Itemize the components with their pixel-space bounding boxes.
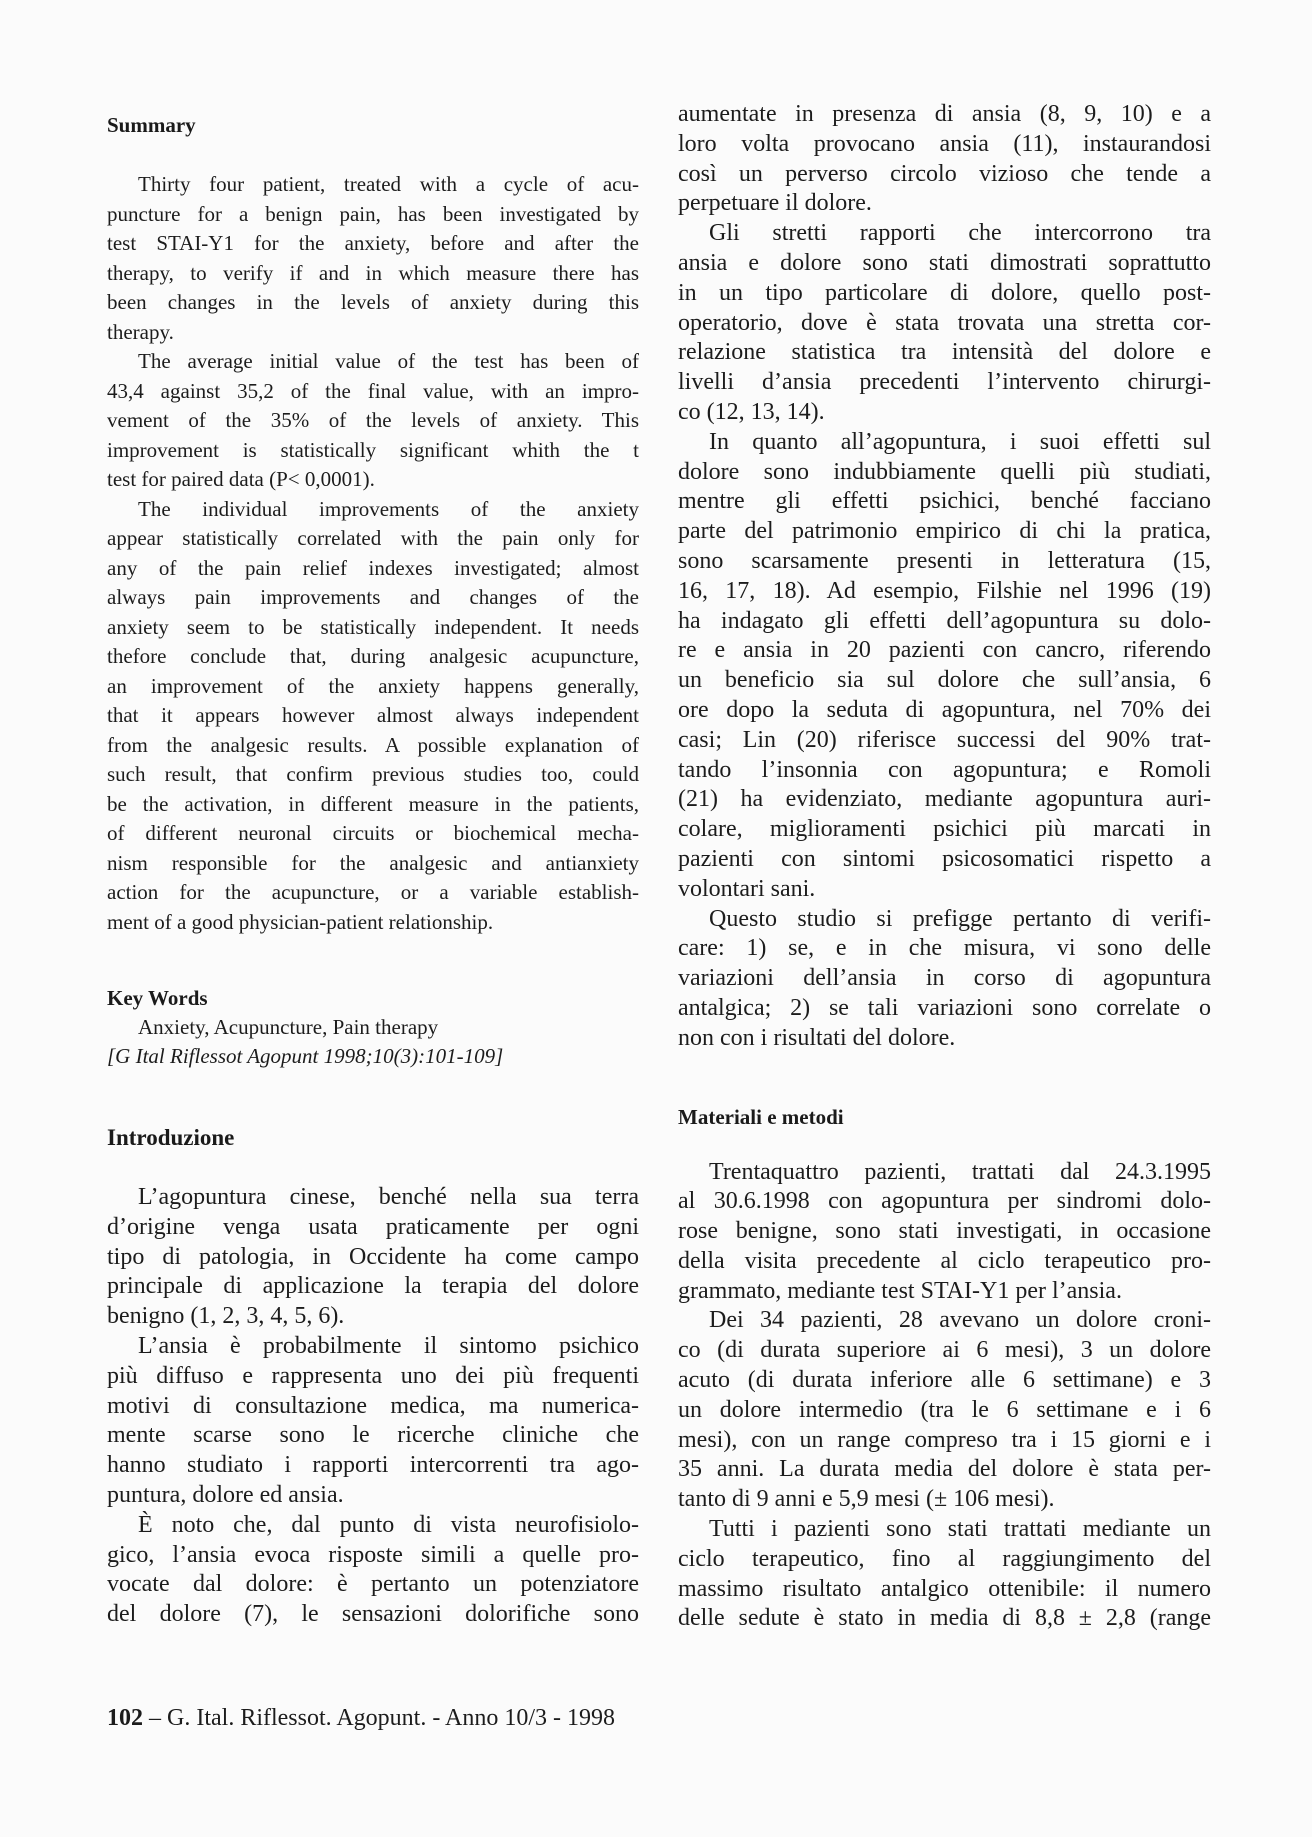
- text-line: re e ansia in 20 pazienti con cancro, riferendo: [678, 637, 1211, 664]
- text-line: benigno (1, 2, 3, 4, 5, 6).: [107, 1303, 345, 1330]
- text-line: volontari sani.: [678, 875, 816, 902]
- text-line: improvement is statistically significant whith the t: [107, 437, 639, 462]
- materiali-paragraph-1: [678, 1158, 1211, 1307]
- text-line: care: 1) se, e in che misura, vi sono delle: [678, 935, 1211, 962]
- text-line: grammato, mediante test STAI-Y1 per l’ansia.: [678, 1277, 1122, 1304]
- intro-paragraph-3: [107, 1511, 639, 1630]
- materiali-paragraph-2: [678, 1306, 1211, 1515]
- summary-paragraph-1: [107, 170, 639, 347]
- text-line: any of the pain relief indexes investigated; almost: [107, 555, 639, 580]
- cont-paragraph-1: [678, 100, 1211, 219]
- text-line: Questo studio si prefigge pertanto di verifi-: [709, 905, 1211, 932]
- text-line: test for paired data (P< 0,0001).: [107, 467, 375, 491]
- text-line: tanto di 9 anni e 5,9 mesi (± 106 mesi).: [678, 1486, 1055, 1513]
- cont-paragraph-2: [678, 219, 1211, 428]
- text-line: In quanto all’agopuntura, i suoi effetti sul: [709, 428, 1211, 455]
- text-line: non con i risultati del dolore.: [678, 1024, 956, 1051]
- text-line: dolore sono indubbiamente quelli più studiati,: [678, 458, 1211, 485]
- footer-separator: –: [143, 1705, 167, 1731]
- text-line: The average initial value of the test has been of: [138, 349, 639, 373]
- text-line: principale di applicazione la terapia del dolore: [107, 1273, 639, 1300]
- text-line: an improvement of the anxiety happens generally,: [107, 673, 639, 698]
- text-line: hanno studiato i rapporti intercorrenti tra ago-: [107, 1452, 639, 1479]
- text-line: colare, miglioramenti psichici più marcati in: [678, 816, 1211, 843]
- text-line: mesi), con un range compreso tra i 15 giorni e i: [678, 1426, 1211, 1453]
- key-words-heading: Key Words: [107, 986, 208, 1010]
- text-line: massimo risultato antalgico ottenibile: il numero: [678, 1575, 1211, 1602]
- text-line: livelli d’ansia precedenti l’intervento chirurgi-: [678, 369, 1211, 396]
- text-line: operatorio, dove è stata trovata una stretta cor-: [678, 309, 1211, 336]
- text-line: co (di durata superiore ai 6 mesi), 3 un dolore: [678, 1337, 1211, 1364]
- text-line: 43,4 against 35,2 of the final value, with an impro-: [107, 378, 639, 403]
- text-line: thefore conclude that, during analgesic acupuncture,: [107, 644, 639, 668]
- intro-paragraph-1: [107, 1183, 639, 1332]
- text-line: Trentaquattro pazienti, trattati dal 24.3.1995: [709, 1158, 1211, 1185]
- materiali-heading: Materiali e metodi: [678, 1104, 844, 1129]
- cont-paragraph-3: [678, 428, 1211, 905]
- text-line: of different neuronal circuits or biochemical mecha-: [107, 821, 639, 845]
- text-line: motivi di consultazione medica, ma numerica-: [107, 1392, 639, 1419]
- text-line: L’agopuntura cinese, benché nella sua terra: [138, 1184, 639, 1210]
- text-line: più diffuso e rappresenta uno dei più frequenti: [107, 1362, 639, 1389]
- text-line: sono scarsamente presenti in letteratura (15,: [678, 547, 1211, 574]
- page-footer: [107, 1705, 615, 1732]
- summary-paragraph-3: [107, 495, 639, 938]
- text-line: Gli stretti rapporti che intercorrono tra: [709, 220, 1211, 247]
- text-line: gico, l’ansia evoca risposte simili a quelle pro-: [107, 1541, 639, 1568]
- text-line: mente scarse sono le ricerche cliniche che: [107, 1422, 639, 1449]
- cont-paragraph-4: [678, 905, 1211, 1054]
- text-line: tipo di patologia, in Occidente ha come campo: [107, 1243, 639, 1270]
- text-line: un beneficio sia sul dolore che sull’ansia, 6: [678, 667, 1211, 694]
- text-line: be the activation, in different measure in the patients,: [107, 791, 639, 816]
- text-line: Dei 34 pazienti, 28 avevano un dolore croni-: [709, 1307, 1211, 1334]
- text-line: always pain improvements and changes of the: [107, 585, 639, 609]
- text-line: del dolore (7), le sensazioni dolorifiche sono: [107, 1601, 639, 1628]
- summary-heading: Summary: [107, 113, 196, 137]
- text-line: acuto (di durata inferiore alle 6 settimane) e 3: [678, 1367, 1211, 1394]
- text-line: appear statistically correlated with the pain only for: [107, 526, 639, 550]
- introduzione-body: [107, 1183, 639, 1630]
- left-column: [107, 110, 639, 1630]
- key-words-list: Anxiety, Acupuncture, Pain therapy: [138, 1015, 439, 1039]
- text-line: The individual improvements of the anxiety: [138, 496, 639, 521]
- text-line: rose benigne, sono stati investigati, in occasione: [678, 1218, 1211, 1245]
- text-line: 35 anni. La durata media del dolore è stata per-: [678, 1456, 1211, 1483]
- page-number: 102: [107, 1705, 143, 1731]
- text-line: anxiety seem to be statistically independent. It needs: [107, 614, 639, 639]
- text-line: loro volta provocano ansia (11), instaurandosi: [678, 130, 1211, 157]
- text-line: been changes in the levels of anxiety during this: [107, 290, 639, 314]
- text-line: in un tipo particolare di dolore, quello post-: [678, 279, 1211, 306]
- text-line: that it appears however almost always independent: [107, 703, 639, 727]
- text-line: Thirty four patient, treated with a cycle of acu-: [138, 172, 639, 196]
- text-line: tando l’insonnia con agopuntura; e Romoli: [678, 756, 1211, 783]
- text-line: ment of a good physician-patient relationship.: [107, 909, 494, 934]
- text-line: della visita precedente al ciclo terapeutico pro-: [678, 1247, 1211, 1274]
- text-line: perpetuare il dolore.: [678, 190, 872, 217]
- text-line: therapy.: [107, 319, 174, 344]
- text-line: action for the acupuncture, or a variable establish-: [107, 880, 639, 904]
- text-line: (21) ha evidenziato, mediante agopuntura auri-: [678, 786, 1211, 813]
- text-line: 16, 17, 18). Ad esempio, Filshie nel 1996 (19): [678, 577, 1211, 604]
- text-line: co (12, 13, 14).: [678, 398, 825, 425]
- journal-citation: [G Ital Riflessot Agopunt 1998;10(3):101-109]: [107, 1044, 504, 1068]
- text-line: test STAI-Y1 for the anxiety, before and after the: [107, 231, 639, 255]
- journal-reference: G. Ital. Riflessot. Agopunt. - Anno 10/3 - 1998: [167, 1705, 615, 1731]
- intro-paragraph-2: [107, 1332, 639, 1511]
- text-line: ha indagato gli effetti dell’agopuntura su dolo-: [678, 607, 1211, 634]
- text-line: therapy, to verify if and in which measure there has: [107, 260, 639, 285]
- text-line: parte del patrimonio empirico di chi la pratica,: [678, 518, 1211, 545]
- text-line: L’ansia è probabilmente il sintomo psichico: [138, 1332, 639, 1359]
- text-line: ciclo terapeutico, fino al raggiungimento del: [678, 1545, 1211, 1572]
- text-line: ore dopo la seduta di agopuntura, nel 70% dei: [678, 696, 1211, 723]
- text-line: un dolore intermedio (tra le 6 settimane e i 6: [678, 1396, 1211, 1423]
- text-line: delle sedute è stato in media di 8,8 ± 2,8 (range: [678, 1605, 1211, 1632]
- text-line: al 30.6.1998 con agopuntura per sindromi dolo-: [678, 1188, 1211, 1215]
- text-line: vocate dal dolore: è pertanto un potenziatore: [107, 1571, 639, 1598]
- text-line: variazioni dell’ansia in corso di agopuntura: [678, 965, 1211, 992]
- text-line: aumentate in presenza di ansia (8, 9, 10) e a: [678, 101, 1211, 127]
- text-line: antalgica; 2) se tali variazioni sono correlate o: [678, 994, 1211, 1021]
- summary-paragraph-2: [107, 347, 639, 495]
- text-line: Tutti i pazienti sono stati trattati mediante un: [709, 1516, 1211, 1543]
- right-column: [678, 100, 1211, 1634]
- text-line: from the analgesic results. A possible explanation of: [107, 732, 639, 757]
- text-line: puntura, dolore ed ansia.: [107, 1481, 344, 1508]
- materiali-paragraph-3: [678, 1515, 1211, 1634]
- introduzione-heading: Introduzione: [107, 1125, 235, 1150]
- text-line: nism responsible for the analgesic and antianxiety: [107, 850, 639, 875]
- text-line: così un perverso circolo vizioso che tende a: [678, 160, 1211, 187]
- text-line: d’origine venga usata praticamente per ogni: [107, 1213, 639, 1240]
- text-line: mentre gli effetti psichici, benché facciano: [678, 488, 1211, 515]
- text-line: puncture for a benign pain, has been investigated by: [107, 201, 639, 226]
- text-line: ansia e dolore sono stati dimostrati soprattutto: [678, 249, 1211, 276]
- text-line: È noto che, dal punto di vista neurofisiolo-: [138, 1511, 639, 1538]
- text-line: vement of the 35% of the levels of anxiety. This: [107, 408, 639, 432]
- text-line: casi; Lin (20) riferisce successi del 90% trat-: [678, 726, 1211, 753]
- text-line: relazione statistica tra intensità del dolore e: [678, 339, 1211, 366]
- text-line: such result, that confirm previous studies too, could: [107, 762, 639, 786]
- text-line: pazienti con sintomi psicosomatici rispetto a: [678, 845, 1211, 872]
